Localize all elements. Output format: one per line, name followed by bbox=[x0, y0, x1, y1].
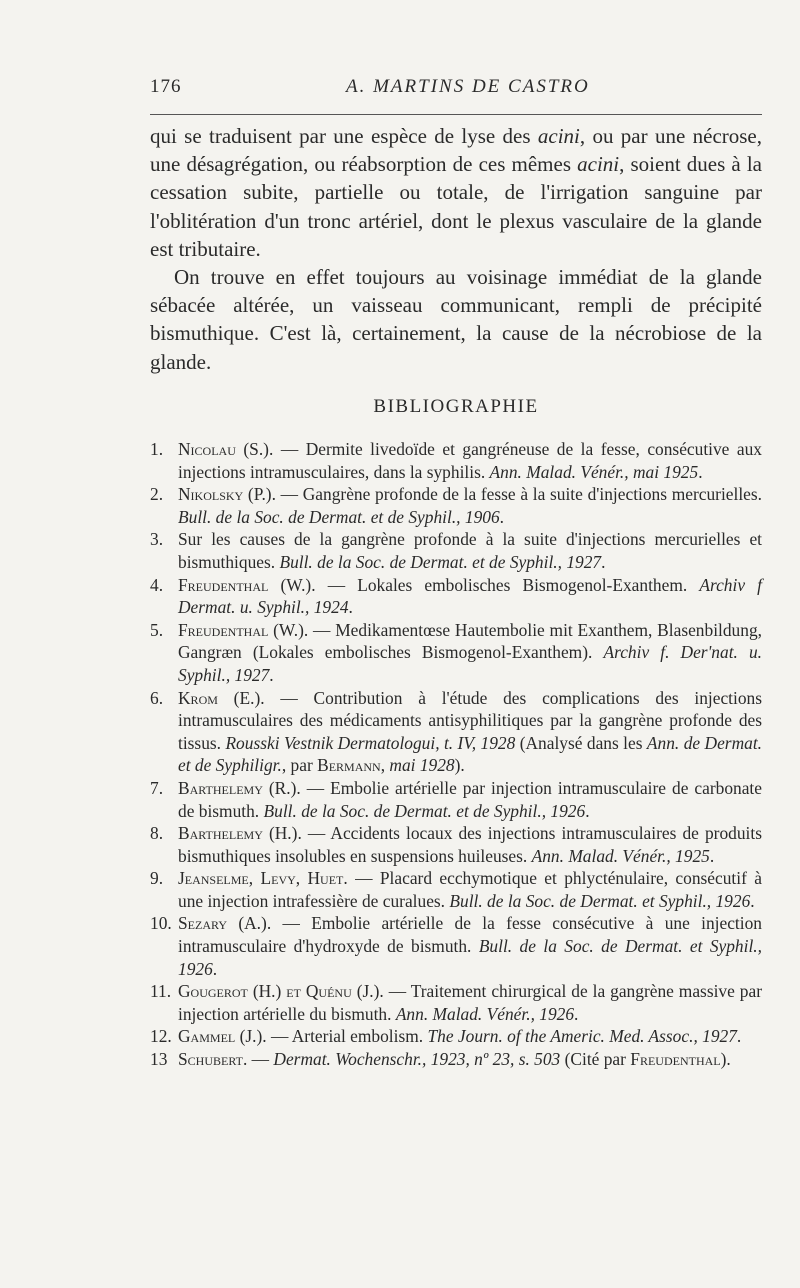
entry-text: — Traitement chirurgical de la gangrène massive par injection artérielle du bismuth. bbox=[178, 981, 762, 1024]
bibliography-entry bbox=[150, 867, 762, 912]
entry-source: Bull. de la Soc. de Dermat. et Syphil., 1926 bbox=[449, 890, 751, 911]
entry-text: — Dermite livedoïde et gangréneuse de la fesse, consécutive aux injections intramusculaires, dans la syphilis. bbox=[178, 439, 762, 482]
body-text bbox=[150, 122, 762, 376]
entry-number: 12. bbox=[150, 1026, 172, 1047]
page-header bbox=[150, 76, 762, 104]
entry-source: Ann. Malad. Vénér., 1926 bbox=[395, 1003, 575, 1024]
entry-author: Jeanselme, Levy, Huet. bbox=[178, 868, 348, 889]
bibliography-list bbox=[150, 438, 762, 1071]
entry-number: 2. bbox=[150, 484, 164, 505]
entry-author: Freudenthal bbox=[630, 1049, 721, 1070]
entry-author: Nikolsky (P.). bbox=[178, 484, 276, 505]
entry-source: The Journ. of the Americ. Med. Assoc., 1927 bbox=[427, 1026, 737, 1047]
entry-tail: . bbox=[585, 800, 590, 821]
bibliography-entry bbox=[150, 1048, 762, 1071]
entry-tail: . bbox=[499, 506, 505, 527]
header-rule bbox=[150, 114, 762, 115]
entry-text: — Accidents locaux des injections intramusculaires de produits bismuthiques insolubles en suspensions huileuses. bbox=[178, 823, 762, 866]
bibliography-entry bbox=[150, 980, 762, 1025]
entry-number: 8. bbox=[150, 823, 164, 844]
entry-author: Freudenthal (W.). bbox=[178, 574, 316, 595]
bibliography-entry bbox=[150, 574, 762, 619]
entry-source: Archiv f. Der'nat. u. Syphil., 1927 bbox=[178, 642, 763, 685]
entry-source: Rousski Vestnik Dermatologui, t. IV, 1928 bbox=[225, 732, 516, 753]
paragraph-1: qui se traduisent par une espèce de lyse des acini, ou par une nécrose, une désagrégation, ou réabsorption de ces mêmes acini, soient dues à la cessation subite, partielle ou totale, de l'irrigation sanguine par l'oblitération d'un tronc artériel, dont le plexus vasculaire de la glande est tributaire. bbox=[150, 124, 762, 261]
entry-tail: . bbox=[212, 958, 218, 979]
entry-text: — bbox=[247, 1049, 274, 1070]
entry-tail: . bbox=[574, 1003, 579, 1024]
entry-author: Bermann bbox=[317, 755, 381, 776]
entry-tail: (Analysé dans les bbox=[515, 732, 647, 753]
entry-number: 10. bbox=[150, 913, 172, 934]
entry-author: Freudenthal (W.). bbox=[178, 619, 309, 640]
entry-text: — Gangrène profonde de la fesse à la suite d'injections mercurielles. bbox=[275, 484, 763, 505]
entry-author: Krom (E.). bbox=[178, 687, 265, 708]
entry-source: Dermat. Wochenschr., 1923, nº 23, s. 503 bbox=[273, 1049, 561, 1070]
entry-number: 1. bbox=[150, 439, 164, 459]
entry-tail: . bbox=[601, 551, 606, 572]
entry-number: 5. bbox=[150, 619, 164, 640]
entry-author: Barthelemy (H.). bbox=[178, 823, 302, 844]
bibliography-entry bbox=[150, 822, 762, 867]
entry-text: — Embolie artérielle de la fesse consécutive à une injection intramusculaire d'hydroxyde de bismuth. bbox=[178, 913, 762, 957]
entry-tail: , par bbox=[281, 755, 318, 776]
entry-author: Schubert. bbox=[178, 1049, 248, 1070]
bibliography-entry bbox=[150, 438, 762, 483]
entry-source: Archiv f Dermat. u. Syphil., 1924 bbox=[178, 574, 762, 618]
entry-number: 13 bbox=[150, 1049, 168, 1070]
entry-text: — Contribution à l'étude des complications des injections intramusculaires des médicaments antisyphilitiques par la gangrène profonde des tissus. bbox=[178, 687, 762, 753]
entry-text: Sur les causes de la gangrène profonde à la suite d'injections mercurielles et bismuthiques. bbox=[178, 529, 762, 572]
entry-tail: . bbox=[698, 461, 703, 482]
bibliography-entry bbox=[150, 1025, 762, 1048]
entry-tail: ). bbox=[720, 1049, 731, 1070]
entry-tail: . bbox=[348, 597, 353, 618]
entry-source: Bull. de la Soc. de Dermat. et de Syphil., 1906 bbox=[178, 506, 500, 527]
bibliography-entry bbox=[150, 483, 762, 528]
entry-number: 7. bbox=[150, 777, 164, 798]
entry-tail: . bbox=[269, 664, 274, 685]
entry-source: mai 1928 bbox=[389, 755, 455, 776]
entry-number: 9. bbox=[150, 868, 164, 889]
bibliography-title: BIBLIOGRAPHIE bbox=[373, 396, 539, 417]
entry-author: Sezary (A.). bbox=[178, 913, 272, 934]
entry-tail: . bbox=[736, 1026, 742, 1047]
entry-tail: ). bbox=[454, 755, 465, 776]
entry-author: Barthelemy (R.). bbox=[178, 777, 301, 798]
entry-text: — Medikamentœse Hautembolie mit Exanthem, Blasenbildung, Gangræn (Lokales embolisches Bismogenol-Exanthem). bbox=[178, 619, 762, 663]
paragraph-2: On trouve en effet toujours au voisinage immédiat de la glande sébacée altérée, un vaisseau communicant, rempli de précipité bismuthique. C'est là, certainement, la cause de la nécrobiose de la glande. bbox=[150, 265, 762, 374]
entry-source: Bull. de la Soc. de Dermat. et de Syphil., 1927 bbox=[279, 551, 602, 572]
entry-source: Ann. Malad. Vénér., 1925 bbox=[531, 845, 710, 866]
entry-tail: . bbox=[750, 890, 755, 911]
entry-text: — Placard ecchymotique et phlycténulaire, consécutif à une injection intrafessière de curalues. bbox=[178, 868, 762, 911]
entry-number: 4. bbox=[150, 574, 164, 595]
entry-number: 11. bbox=[150, 981, 172, 1002]
entry-source: Ann. Malad. Vénér., mai 1925 bbox=[489, 461, 699, 482]
entry-text: — Lokales embolisches Bismogenol-Exanthem. bbox=[315, 574, 700, 595]
entry-source: Bull. de la Soc. de Dermat. et Syphil., 1926 bbox=[178, 936, 762, 979]
entry-author: Gammel (J.). bbox=[178, 1026, 267, 1047]
entry-tail: . bbox=[709, 845, 715, 866]
bibliography-entry bbox=[150, 619, 762, 687]
running-head: A. MARTINS DE CASTRO bbox=[346, 76, 590, 97]
entry-number: 3. bbox=[150, 529, 164, 550]
entry-number: 6. bbox=[150, 687, 164, 708]
page-number: 176 bbox=[150, 76, 182, 97]
entry-tail: , bbox=[380, 755, 390, 776]
entry-tail: (Cité par bbox=[560, 1049, 631, 1070]
bibliography-entry bbox=[150, 528, 762, 573]
bibliography-entry bbox=[150, 777, 762, 822]
bibliography-entry bbox=[150, 912, 762, 980]
entry-source: Bull. de la Soc. de Dermat. et de Syphil., 1926 bbox=[263, 800, 586, 821]
entry-author: Gougerot (H.) et Quénu (J.). bbox=[178, 981, 384, 1002]
entry-text: — Arterial embolism. bbox=[266, 1026, 428, 1047]
entry-text: — Embolie artérielle par injection intramusculaire de carbonate de bismuth. bbox=[178, 777, 762, 821]
entry-author: Nicolau (S.). bbox=[178, 439, 274, 459]
entry-source: Ann. de Dermat. et de Syphiligr. bbox=[178, 732, 763, 776]
bibliography-entry bbox=[150, 687, 762, 777]
